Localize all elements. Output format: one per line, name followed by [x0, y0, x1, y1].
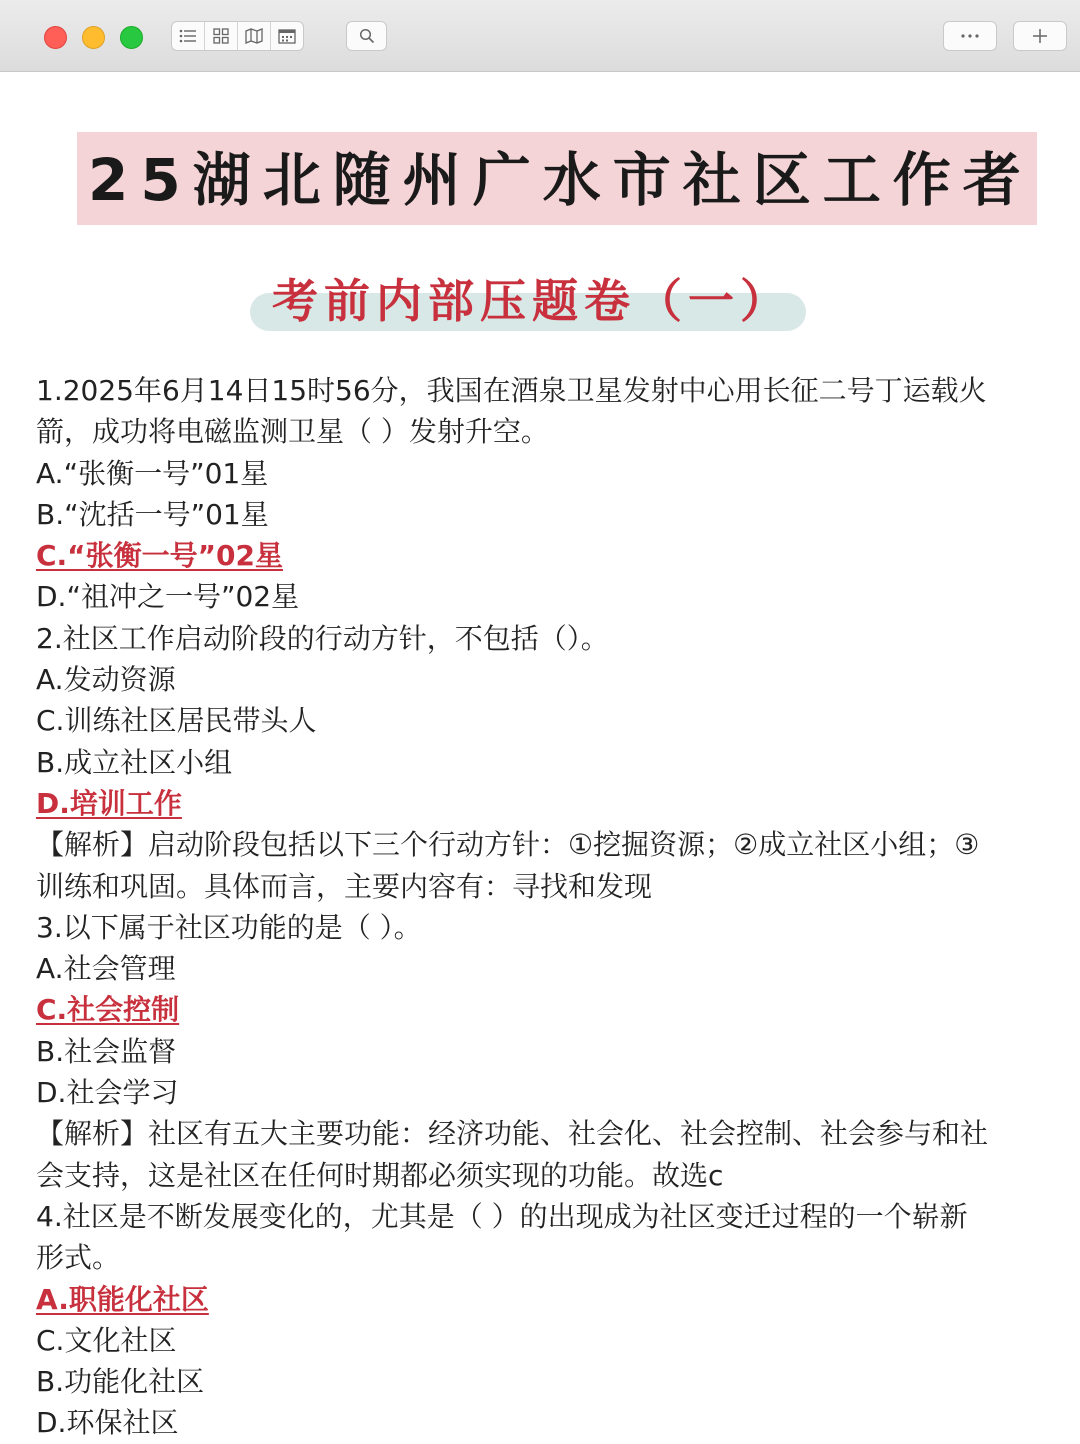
zoom-window-button[interactable]: [120, 26, 143, 49]
list-icon: [179, 29, 197, 43]
option-line: B.功能化社区: [36, 1365, 205, 1399]
minimize-window-button[interactable]: [82, 26, 105, 49]
answer-option-line: C.社会控制: [36, 993, 180, 1027]
analysis-line: 【解析】社区有五大主要功能：经济功能、社会化、社会控制、社会参与和社: [36, 1117, 989, 1151]
option-line: A.社会管理: [36, 952, 176, 986]
answer-option-line: C.“张衡一号”02星: [36, 539, 283, 573]
option-line: A.“张衡一号”01星: [36, 456, 269, 490]
option-line: B.“沈括一号”01星: [36, 497, 269, 531]
answer-option-line: A.职能化社区: [36, 1282, 209, 1316]
option-line: D.“祖冲之一号”02星: [36, 580, 300, 614]
option-line: C.训练社区居民带头人: [36, 704, 317, 738]
map-view-button[interactable]: [238, 22, 271, 50]
grid-view-button[interactable]: [205, 22, 238, 50]
more-options-button[interactable]: [943, 21, 997, 51]
calendar-view-button[interactable]: [271, 22, 303, 50]
question-line: 1.2025年6月14日15时56分，我国在酒泉卫星发射中心用长征二号丁运载火: [36, 374, 987, 407]
option-line: D.社会学习: [36, 1076, 179, 1110]
analysis-line: 会支持，这是社区在任何时期都必须实现的功能。故选c: [36, 1158, 724, 1192]
add-button[interactable]: [1013, 21, 1067, 51]
exam-content: [36, 370, 1046, 1444]
option-line: D.环保社区: [36, 1406, 179, 1440]
add-icon: [1032, 28, 1048, 44]
option-line: A.发动资源: [36, 663, 176, 697]
option-line: C.文化社区: [36, 1323, 177, 1357]
question-line: 形式。: [36, 1241, 121, 1275]
window-toolbar: [0, 0, 1080, 72]
calendar-icon: [278, 28, 296, 44]
option-line: B.成立社区小组: [36, 745, 233, 779]
question-line: 4.社区是不断发展变化的，尤其是（ ）的出现成为社区变迁过程的一个崭新: [36, 1199, 968, 1233]
close-window-button[interactable]: [44, 26, 67, 49]
question-line: 3.以下属于社区功能的是（ ）。: [36, 910, 422, 944]
option-line: B.社会监督: [36, 1034, 177, 1068]
analysis-line: 【解析】启动阶段包括以下三个行动方针：①挖掘资源；②成立社区小组；③: [36, 828, 980, 862]
answer-option-line: D.培训工作: [36, 786, 182, 820]
search-icon: [359, 28, 375, 44]
view-mode-segmented-control: [171, 21, 304, 51]
analysis-line: 训练和巩固。具体而言，主要内容有：寻找和发现: [36, 869, 653, 903]
map-icon: [245, 28, 263, 44]
list-view-button[interactable]: [172, 22, 205, 50]
question-line: 箭，成功将电磁监测卫星（ ）发射升空。: [36, 415, 549, 449]
grid-icon: [213, 28, 229, 44]
page-title: 25湖北随州广水市社区工作者: [88, 146, 1033, 214]
search-button[interactable]: [346, 21, 387, 51]
page-subtitle: 考前内部压题卷（一）: [272, 274, 792, 328]
more-icon: [960, 33, 980, 39]
question-line: 2.社区工作启动阶段的行动方针，不包括（）。: [36, 621, 609, 655]
